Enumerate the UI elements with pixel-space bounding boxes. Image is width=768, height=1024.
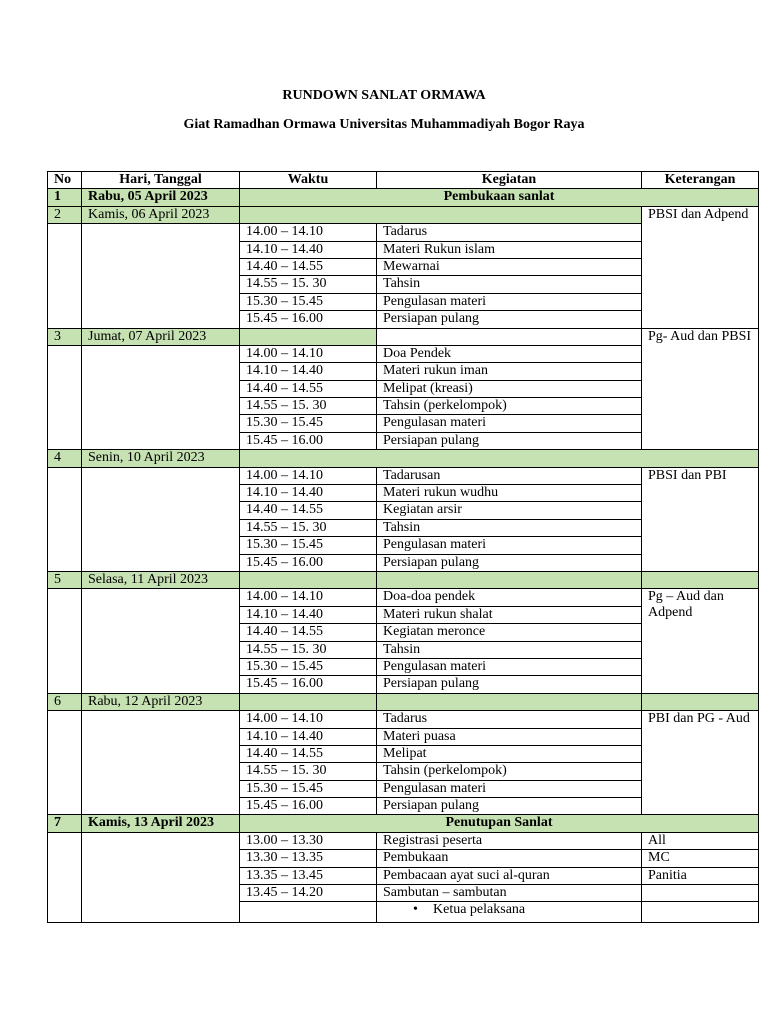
time-cell: 14.40 – 14.55: [240, 745, 377, 762]
day-event: Pembukaan sanlat: [240, 189, 759, 206]
header-no: No: [48, 172, 82, 189]
day-date: Senin, 10 April 2023: [82, 450, 240, 467]
time-cell: 15.30 – 15.45: [240, 658, 377, 675]
day-event: [240, 450, 759, 467]
keterangan-cell: Pg- Aud dan PBSI: [642, 328, 759, 450]
time-cell: 14.10 – 14.40: [240, 241, 377, 258]
time-cell: 14.00 – 14.10: [240, 711, 377, 728]
activity-cell: Sambutan – sambutan: [377, 885, 642, 902]
activity-cell: Tahsin: [377, 641, 642, 658]
activity-cell: Tadarusan: [377, 467, 642, 484]
time-cell: 14.55 – 15. 30: [240, 519, 377, 536]
table-row: [48, 589, 759, 606]
day-date: Jumat, 07 April 2023: [82, 328, 240, 345]
day-date: Rabu, 12 April 2023: [82, 693, 240, 710]
time-cell: 14.40 – 14.55: [240, 380, 377, 397]
activity-cell: Materi Rukun islam: [377, 241, 642, 258]
time-cell: 14.40 – 14.55: [240, 258, 377, 275]
day-event: [240, 206, 642, 223]
time-cell: 15.45 – 16.00: [240, 554, 377, 571]
header-keterangan: Keterangan: [642, 172, 759, 189]
activity-cell: Pembacaan ayat suci al-quran: [377, 867, 642, 884]
activity-cell: Persiapan pulang: [377, 676, 642, 693]
activity-cell: Materi rukun wudhu: [377, 485, 642, 502]
day-no: 6: [48, 693, 82, 710]
activity-cell: Pengulasan materi: [377, 780, 642, 797]
day-no: 7: [48, 815, 82, 832]
note-cell: [642, 885, 759, 902]
day-date: Kamis, 13 April 2023: [82, 815, 240, 832]
table-row: [48, 832, 759, 849]
time-cell: 13.00 – 13.30: [240, 832, 377, 849]
time-cell: 14.40 – 14.55: [240, 624, 377, 641]
day-date: Kamis, 06 April 2023: [82, 206, 240, 223]
activity-cell: Pengulasan materi: [377, 658, 642, 675]
activity-cell: Materi rukun shalat: [377, 606, 642, 623]
time-cell: 15.30 – 15.45: [240, 780, 377, 797]
day-no: 1: [48, 189, 82, 206]
day-date: Rabu, 05 April 2023: [82, 189, 240, 206]
day-row-1: [48, 189, 759, 206]
day-event: Penutupan Sanlat: [240, 815, 759, 832]
day-row-4: [48, 450, 759, 467]
day-no: 2: [48, 206, 82, 223]
activity-cell: Doa-doa pendek: [377, 589, 642, 606]
time-cell: 14.00 – 14.10: [240, 345, 377, 362]
day-row-3: [48, 328, 759, 345]
header-waktu: Waktu: [240, 172, 377, 189]
document-subtitle: Giat Ramadhan Ormawa Universitas Muhammadiyah Bogor Raya: [183, 117, 585, 132]
note-cell: MC: [642, 850, 759, 867]
activity-cell: Tadarus: [377, 224, 642, 241]
activity-cell: Pengulasan materi: [377, 537, 642, 554]
table-header-row: [48, 172, 759, 189]
time-cell: 14.00 – 14.10: [240, 224, 377, 241]
day-row-2: [48, 206, 759, 223]
activity-cell: Persiapan pulang: [377, 554, 642, 571]
activity-cell: Tahsin: [377, 276, 642, 293]
day-row-6: [48, 693, 759, 710]
day-date: Selasa, 11 April 2023: [82, 571, 240, 588]
bullet-text: Ketua pelaksana: [433, 902, 526, 918]
activity-cell: Tahsin (perkelompok): [377, 763, 642, 780]
time-cell: 14.10 – 14.40: [240, 728, 377, 745]
time-cell: [240, 902, 377, 923]
time-cell: 14.00 – 14.10: [240, 467, 377, 484]
time-cell: 15.45 – 16.00: [240, 676, 377, 693]
time-cell: 13.45 – 14.20: [240, 885, 377, 902]
time-cell: 15.30 – 15.45: [240, 293, 377, 310]
day-no: 4: [48, 450, 82, 467]
activity-cell: Pengulasan materi: [377, 293, 642, 310]
activity-cell: Kegiatan meronce: [377, 624, 642, 641]
activity-cell: Materi puasa: [377, 728, 642, 745]
time-cell: 14.10 – 14.40: [240, 485, 377, 502]
activity-cell: Kegiatan arsir: [377, 502, 642, 519]
note-cell: All: [642, 832, 759, 849]
time-cell: 14.55 – 15. 30: [240, 763, 377, 780]
activity-cell: Materi rukun iman: [377, 363, 642, 380]
document-title: RUNDOWN SANLAT ORMAWA: [282, 88, 486, 103]
note-cell: Panitia: [642, 867, 759, 884]
time-cell: 14.55 – 15. 30: [240, 398, 377, 415]
bullet-dot-icon: •: [413, 902, 418, 918]
time-cell: 15.45 – 16.00: [240, 311, 377, 328]
day-row-5: [48, 571, 759, 588]
time-cell: 14.40 – 14.55: [240, 502, 377, 519]
activity-cell: Registrasi peserta: [377, 832, 642, 849]
time-cell: 14.55 – 15. 30: [240, 276, 377, 293]
activity-cell: Persiapan pulang: [377, 311, 642, 328]
table-row: [48, 711, 759, 728]
activity-cell: Tahsin (perkelompok): [377, 398, 642, 415]
activity-cell: [377, 902, 642, 923]
activity-cell: Tadarus: [377, 711, 642, 728]
time-cell: 15.30 – 15.45: [240, 537, 377, 554]
day-row-7: [48, 815, 759, 832]
activity-cell: Melipat (kreasi): [377, 380, 642, 397]
activity-cell: Pengulasan materi: [377, 415, 642, 432]
activity-cell: Tahsin: [377, 519, 642, 536]
day-no: 3: [48, 328, 82, 345]
time-cell: 13.30 – 13.35: [240, 850, 377, 867]
activity-cell: Persiapan pulang: [377, 432, 642, 449]
activity-cell: Mewarnai: [377, 258, 642, 275]
header-kegiatan: Kegiatan: [377, 172, 642, 189]
activity-cell: Persiapan pulang: [377, 798, 642, 815]
rundown-table: [47, 171, 759, 923]
keterangan-cell: Pg – Aud dan Adpend: [642, 589, 759, 693]
note-cell: [642, 902, 759, 923]
header-hari-tanggal: Hari, Tanggal: [82, 172, 240, 189]
activity-cell: Doa Pendek: [377, 345, 642, 362]
time-cell: 15.45 – 16.00: [240, 432, 377, 449]
time-cell: 15.45 – 16.00: [240, 798, 377, 815]
time-cell: 14.10 – 14.40: [240, 363, 377, 380]
table-row: [48, 467, 759, 484]
activity-cell: Pembukaan: [377, 850, 642, 867]
time-cell: 14.55 – 15. 30: [240, 641, 377, 658]
activity-cell: Melipat: [377, 745, 642, 762]
keterangan-cell: PBSI dan Adpend: [642, 206, 759, 328]
keterangan-cell: PBI dan PG - Aud: [642, 711, 759, 815]
time-cell: 15.30 – 15.45: [240, 415, 377, 432]
time-cell: 14.10 – 14.40: [240, 606, 377, 623]
keterangan-cell: PBSI dan PBI: [642, 467, 759, 571]
time-cell: 14.00 – 14.10: [240, 589, 377, 606]
time-cell: 13.35 – 13.45: [240, 867, 377, 884]
day-no: 5: [48, 571, 82, 588]
